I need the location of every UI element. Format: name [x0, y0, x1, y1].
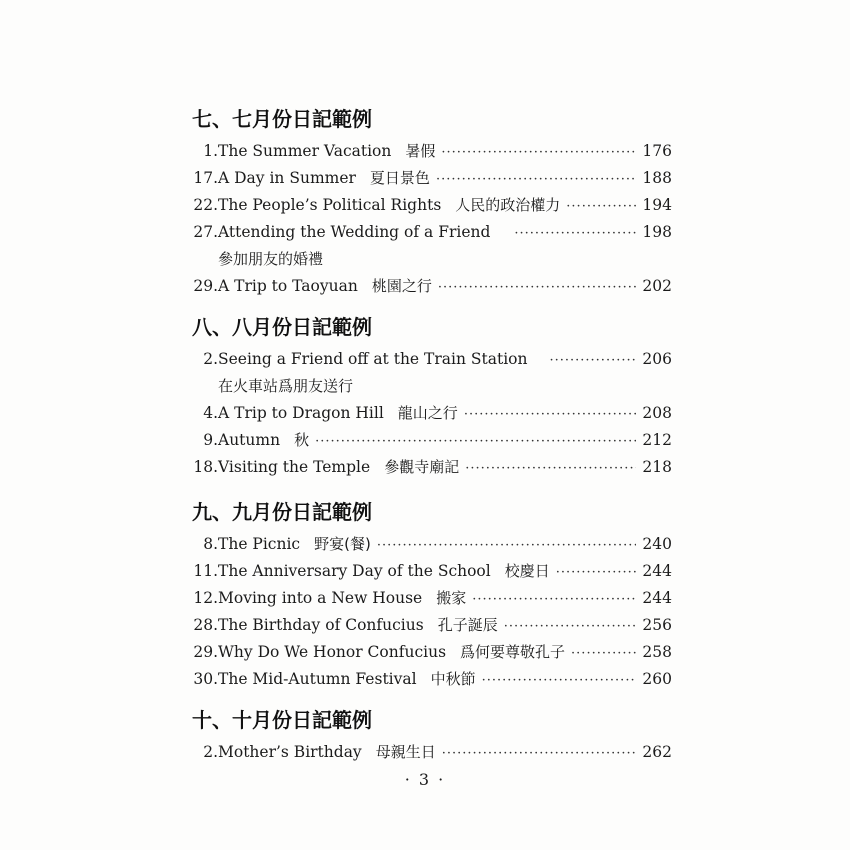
section-july: [192, 104, 672, 300]
entry-english-title: A Trip to Taoyuan: [218, 277, 358, 295]
entry-chinese-title: 孔子誕辰: [437, 616, 498, 634]
leader-dots: [549, 347, 636, 374]
entry-page-number: 194: [642, 196, 672, 214]
entry-chinese-title: 校慶日: [504, 562, 550, 580]
entry-english-title: The Mid-Autumn Festival: [218, 670, 417, 688]
entry-number: 18.: [193, 458, 218, 476]
page-number-footer: · 3 ·: [404, 770, 446, 789]
entry-english-title: Autumn: [218, 431, 281, 449]
leader-dots: [514, 220, 636, 247]
entry-chinese-title: 暑假: [405, 142, 436, 160]
entry-english-title: The Summer Vacation: [218, 142, 392, 160]
leader-dots: [571, 640, 636, 667]
entry-page-number: 198: [642, 223, 672, 241]
leader-dots: [482, 667, 636, 694]
toc-entry: [192, 165, 672, 192]
entry-page-number: 218: [642, 458, 672, 476]
entry-number: 28.: [193, 616, 218, 634]
leader-dots: [472, 586, 636, 613]
leader-dots: [315, 428, 636, 455]
toc-entry: [192, 612, 672, 639]
entry-page-number: 244: [642, 562, 672, 580]
entry-chinese-title: 參加朋友的婚禮: [218, 250, 324, 268]
entry-number: 11.: [193, 562, 218, 580]
entry-page-number: 240: [642, 535, 672, 553]
entry-page-number: 206: [642, 350, 672, 368]
entry-english-title: The Picnic: [218, 535, 301, 553]
entry-number: 1.: [203, 142, 218, 160]
entry-page-number: 176: [642, 142, 672, 160]
entry-chinese-title: 爲何要尊敬孔子: [460, 643, 566, 661]
entry-page-number: 244: [642, 589, 672, 607]
entry-number: 27.: [193, 223, 218, 241]
toc-entry: [192, 400, 672, 427]
entry-chinese-title: 母親生日: [375, 743, 436, 761]
entry-page-number: 258: [642, 643, 672, 661]
entry-number: 12.: [193, 589, 218, 607]
entry-number: 29.: [193, 643, 218, 661]
leader-dots: [465, 455, 636, 482]
toc-entry: [192, 219, 672, 273]
toc-entry: [192, 138, 672, 165]
leader-dots: [504, 613, 636, 640]
entry-number: 17.: [193, 169, 218, 187]
leader-dots: [436, 166, 636, 193]
entry-number: 29.: [193, 277, 218, 295]
entry-chinese-title: 野宴(餐): [314, 535, 371, 553]
section-august: [192, 312, 672, 481]
entry-english-title: A Trip to Dragon Hill: [218, 404, 384, 422]
entry-english-title: A Day in Summer: [218, 169, 356, 187]
entry-page-number: 208: [642, 404, 672, 422]
leader-dots: [442, 740, 636, 767]
toc-entry: [192, 558, 672, 585]
entry-chinese-title: 搬家: [436, 589, 467, 607]
entry-english-title: Why Do We Honor Confucius: [218, 643, 447, 661]
toc-entry: [192, 273, 672, 300]
entry-number: 9.: [203, 431, 218, 449]
entry-number: 22.: [193, 196, 218, 214]
entry-number: 30.: [193, 670, 218, 688]
entry-page-number: 188: [642, 169, 672, 187]
leader-dots: [556, 559, 636, 586]
leader-dots: [566, 193, 636, 220]
section-title: 十、十月份日記範例: [192, 708, 372, 732]
entry-chinese-title: 在火車站爲朋友送行: [218, 377, 354, 395]
toc-entry: [192, 739, 672, 766]
leader-dots: [464, 401, 636, 428]
entry-english-title: Attending the Wedding of a Friend: [218, 223, 491, 241]
entry-chinese-title: 中秋節: [430, 670, 476, 688]
toc-entry: [192, 531, 672, 558]
toc-entry: [192, 454, 672, 481]
section-title: 七、七月份日記範例: [192, 107, 372, 131]
entry-page-number: 256: [642, 616, 672, 634]
toc-entry: [192, 192, 672, 219]
entry-page-number: 262: [642, 743, 672, 761]
entry-chinese-title: 夏日景色: [369, 169, 430, 187]
entry-english-title: The Birthday of Confucius: [218, 616, 424, 634]
leader-dots: [441, 139, 636, 166]
entry-english-title: Visiting the Temple: [218, 458, 371, 476]
toc-entry: [192, 346, 672, 400]
entry-chinese-title: 秋: [294, 431, 310, 449]
entry-number: 2.: [203, 743, 218, 761]
toc-entry: [192, 585, 672, 612]
entry-chinese-title: 桃園之行: [371, 277, 432, 295]
entry-english-title: Mother’s Birthday: [218, 743, 362, 761]
leader-dots: [377, 532, 636, 559]
leader-dots: [438, 274, 636, 301]
toc-entry: [192, 666, 672, 693]
toc-entry: [192, 639, 672, 666]
section-october: [192, 705, 672, 766]
entry-number: 4.: [203, 404, 218, 422]
section-title: 八、八月份日記範例: [192, 315, 372, 339]
entry-page-number: 260: [642, 670, 672, 688]
entry-english-title: The Anniversary Day of the School: [218, 562, 491, 580]
entry-page-number: 212: [642, 431, 672, 449]
entry-number: 2.: [203, 350, 218, 368]
entry-chinese-title: 龍山之行: [397, 404, 458, 422]
toc-entry: [192, 427, 672, 454]
entry-page-number: 202: [642, 277, 672, 295]
entry-chinese-title: 參觀寺廟記: [384, 458, 460, 476]
entry-english-title: The People’s Political Rights: [218, 196, 442, 214]
entry-chinese-title: 人民的政治權力: [455, 196, 561, 214]
section-title: 九、九月份日記範例: [192, 500, 372, 524]
entry-english-title: Moving into a New House: [218, 589, 423, 607]
entry-number: 8.: [203, 535, 218, 553]
entry-english-title: Seeing a Friend off at the Train Station: [218, 350, 528, 368]
section-september: [192, 497, 672, 693]
